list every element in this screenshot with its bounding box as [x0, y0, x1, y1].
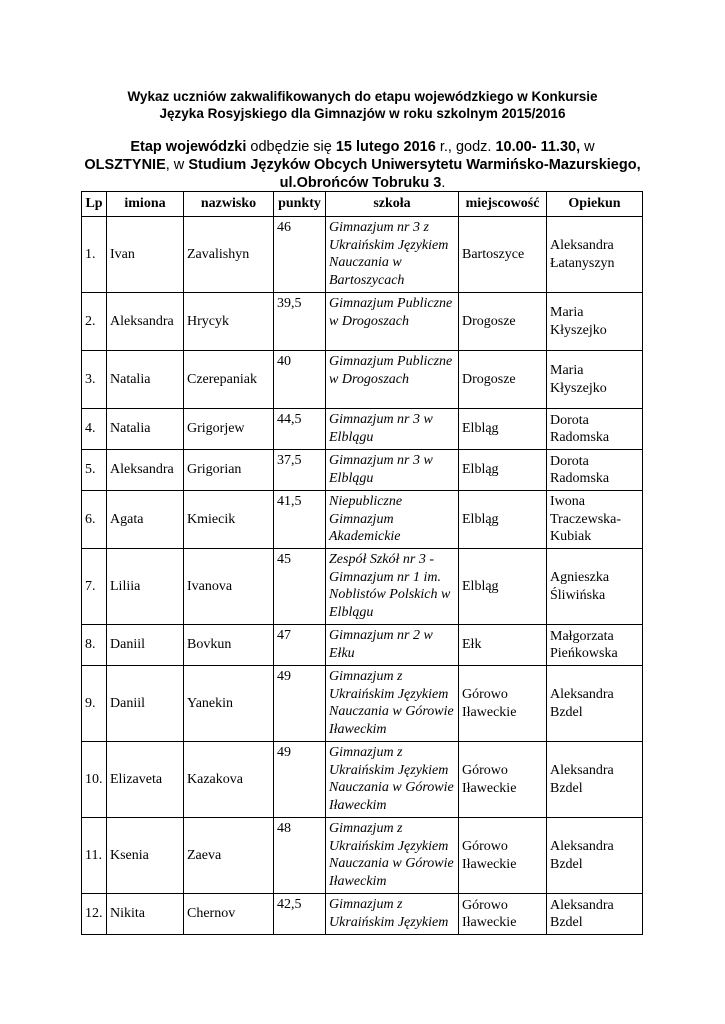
info-text-5: .: [441, 175, 446, 191]
header-miejscowosc: miejscowość: [459, 192, 547, 217]
header-szkola: szkoła: [326, 192, 459, 217]
cell-szkola: Gimnazjum nr 3 z Ukraińskim Językiem Nauczania w Bartoszycach: [326, 217, 459, 293]
cell-nazwisko: Yanekin: [184, 666, 274, 742]
cell-imie: Daniil: [107, 625, 184, 666]
cell-nazwisko: Czerepaniak: [184, 351, 274, 409]
cell-szkola: Gimnazjum z Ukraińskim Językiem Nauczania w Górowie Iławeckim: [326, 742, 459, 818]
cell-szkola: Gimnazjum z Ukraińskim Językiem Nauczania w Górowie Iławeckim: [326, 666, 459, 742]
cell-opiekun: Aleksandra Bzdel: [547, 894, 643, 935]
cell-lp: 3.: [82, 351, 107, 409]
cell-szkola: Gimnazjum z Ukraińskim Językiem Nauczania w Górowie Iławeckim: [326, 818, 459, 894]
cell-lp: 10.: [82, 742, 107, 818]
cell-opiekun: Agnieszka Śliwińska: [547, 549, 643, 625]
table-header-row: [82, 192, 643, 217]
cell-imie: Aleksandra: [107, 293, 184, 351]
cell-imie: Agata: [107, 491, 184, 549]
document-title: [80, 88, 645, 122]
table-row: [82, 894, 643, 935]
cell-nazwisko: Kazakova: [184, 742, 274, 818]
cell-nazwisko: Hrycyk: [184, 293, 274, 351]
info-text-2: r., godz.: [435, 139, 496, 155]
table-row: [82, 450, 643, 491]
cell-lp: 1.: [82, 217, 107, 293]
cell-punkty: 49: [274, 666, 326, 742]
cell-nazwisko: Bovkun: [184, 625, 274, 666]
cell-imie: Nikita: [107, 894, 184, 935]
cell-nazwisko: Zaeva: [184, 818, 274, 894]
cell-punkty: 41,5: [274, 491, 326, 549]
cell-opiekun: Maria Kłyszejko: [547, 351, 643, 409]
cell-nazwisko: Kmiecik: [184, 491, 274, 549]
title-line-1: Wykaz uczniów zakwalifikowanych do etapu wojewódzkiego w Konkursie: [127, 89, 598, 104]
cell-punkty: 37,5: [274, 450, 326, 491]
cell-imie: Ivan: [107, 217, 184, 293]
cell-imie: Elizaveta: [107, 742, 184, 818]
cell-punkty: 44,5: [274, 409, 326, 450]
cell-imie: Natalia: [107, 409, 184, 450]
cell-miejscowosc: Górowo Iławeckie: [459, 666, 547, 742]
cell-nazwisko: Ivanova: [184, 549, 274, 625]
cell-punkty: 47: [274, 625, 326, 666]
title-line-2: Języka Rosyjskiego dla Gimnazjów w roku szkolnym 2015/2016: [159, 106, 566, 121]
cell-imie: Liliia: [107, 549, 184, 625]
cell-szkola: Gimnazjum Publiczne w Drogoszach: [326, 351, 459, 409]
cell-miejscowosc: Górowo Iławeckie: [459, 818, 547, 894]
table-row: [82, 666, 643, 742]
cell-lp: 6.: [82, 491, 107, 549]
cell-szkola: Gimnazjum nr 3 w Elblągu: [326, 450, 459, 491]
header-lp: Lp: [82, 192, 107, 217]
cell-nazwisko: Grigorian: [184, 450, 274, 491]
info-text-1: odbędzie się: [246, 139, 336, 155]
cell-miejscowosc: Elbląg: [459, 409, 547, 450]
cell-szkola: Gimnazjum z Ukraińskim Językiem: [326, 894, 459, 935]
cell-opiekun: Aleksandra Łatanyszyn: [547, 217, 643, 293]
cell-miejscowosc: Górowo Iławeckie: [459, 742, 547, 818]
cell-imie: Natalia: [107, 351, 184, 409]
cell-punkty: 48: [274, 818, 326, 894]
event-time: 10.00- 11.30,: [495, 139, 581, 155]
table-row: [82, 409, 643, 450]
cell-punkty: 46: [274, 217, 326, 293]
cell-opiekun: Dorota Radomska: [547, 450, 643, 491]
info-text-3: w: [580, 139, 595, 155]
cell-lp: 4.: [82, 409, 107, 450]
cell-lp: 8.: [82, 625, 107, 666]
header-nazwisko: nazwisko: [184, 192, 274, 217]
cell-szkola: Gimnazjum nr 3 w Elblągu: [326, 409, 459, 450]
table-row: [82, 351, 643, 409]
cell-imie: Aleksandra: [107, 450, 184, 491]
cell-szkola: Niepubliczne Gimnazjum Akademickie: [326, 491, 459, 549]
cell-miejscowosc: Górowo Iławeckie: [459, 894, 547, 935]
table-row: [82, 549, 643, 625]
cell-miejscowosc: Drogosze: [459, 293, 547, 351]
cell-lp: 9.: [82, 666, 107, 742]
cell-miejscowosc: Elbląg: [459, 549, 547, 625]
table-row: [82, 217, 643, 293]
event-date: 15 lutego 2016: [335, 139, 436, 155]
cell-opiekun: Dorota Radomska: [547, 409, 643, 450]
cell-miejscowosc: Elbląg: [459, 450, 547, 491]
cell-opiekun: Małgorzata Pieńkowska: [547, 625, 643, 666]
cell-punkty: 39,5: [274, 293, 326, 351]
cell-opiekun: Maria Kłyszejko: [547, 293, 643, 351]
cell-punkty: 42,5: [274, 894, 326, 935]
cell-punkty: 49: [274, 742, 326, 818]
cell-punkty: 45: [274, 549, 326, 625]
cell-miejscowosc: Drogosze: [459, 351, 547, 409]
table-row: [82, 293, 643, 351]
stage-label: Etap wojewódzki: [130, 139, 247, 155]
cell-opiekun: Aleksandra Bzdel: [547, 666, 643, 742]
cell-opiekun: Iwona Traczewska-Kubiak: [547, 491, 643, 549]
cell-miejscowosc: Ełk: [459, 625, 547, 666]
cell-nazwisko: Zavalishyn: [184, 217, 274, 293]
header-opiekun: Opiekun: [547, 192, 643, 217]
table-row: [82, 818, 643, 894]
cell-imie: Ksenia: [107, 818, 184, 894]
cell-lp: 11.: [82, 818, 107, 894]
table-row: [82, 742, 643, 818]
cell-lp: 12.: [82, 894, 107, 935]
cell-szkola: Zespół Szkół nr 3 - Gimnazjum nr 1 im. Noblistów Polskich w Elblągu: [326, 549, 459, 625]
event-info: [80, 138, 645, 192]
students-table: [81, 191, 643, 935]
header-imiona: imiona: [107, 192, 184, 217]
cell-nazwisko: Grigorjew: [184, 409, 274, 450]
cell-szkola: Gimnazjum Publiczne w Drogoszach: [326, 293, 459, 351]
cell-nazwisko: Chernov: [184, 894, 274, 935]
info-text-4: , w: [165, 157, 189, 173]
cell-lp: 5.: [82, 450, 107, 491]
cell-szkola: Gimnazjum nr 2 w Ełku: [326, 625, 459, 666]
cell-lp: 2.: [82, 293, 107, 351]
cell-lp: 7.: [82, 549, 107, 625]
cell-miejscowosc: Elbląg: [459, 491, 547, 549]
event-place: Studium Języków Obcych Uniwersytetu Warmińsko-Mazurskiego, ul.Obrońców Tobruku 3: [188, 157, 641, 191]
cell-opiekun: Aleksandra Bzdel: [547, 742, 643, 818]
cell-opiekun: Aleksandra Bzdel: [547, 818, 643, 894]
event-city: OLSZTYNIE: [84, 157, 166, 173]
cell-punkty: 40: [274, 351, 326, 409]
cell-imie: Daniil: [107, 666, 184, 742]
table-row: [82, 491, 643, 549]
cell-miejscowosc: Bartoszyce: [459, 217, 547, 293]
table-row: [82, 625, 643, 666]
header-punkty: punkty: [274, 192, 326, 217]
